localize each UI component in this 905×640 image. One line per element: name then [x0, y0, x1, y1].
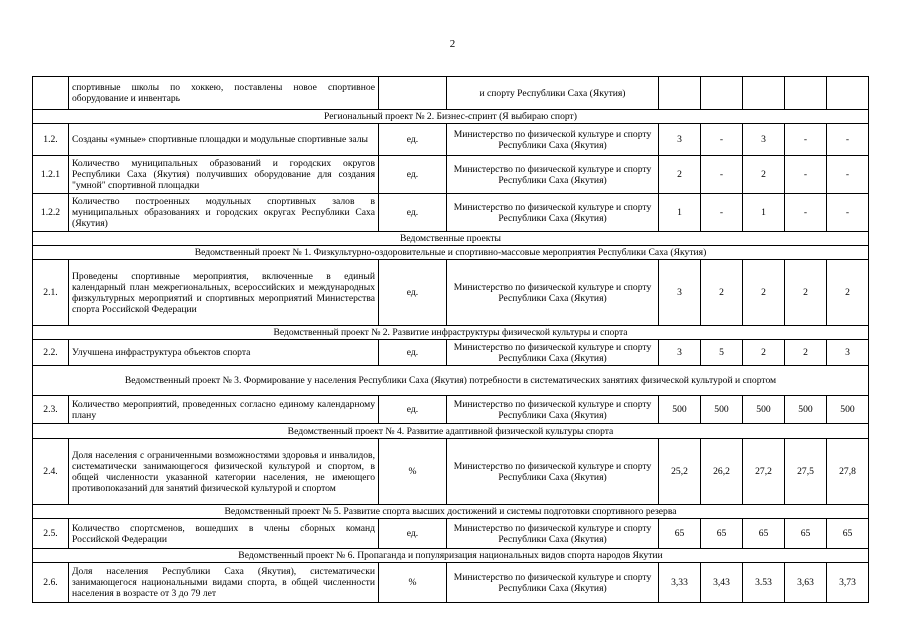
unit-cell: ед. [379, 396, 447, 424]
value-cell: - [701, 156, 743, 194]
value-cell: - [701, 124, 743, 156]
section-row [33, 424, 869, 439]
indicator-description: Количество спортсменов, вошедших в члены сборных команд Российской Федерации [69, 519, 379, 549]
value-cell: 2 [701, 260, 743, 326]
value-cell: 26,2 [701, 439, 743, 505]
responsible-cell: Министерство по физической культуре и спорту Республики Саха (Якутия) [447, 563, 659, 603]
row-number: 2.5. [33, 519, 69, 549]
table-row [33, 77, 869, 110]
value-cell: 1 [659, 194, 701, 232]
unit-cell: ед. [379, 519, 447, 549]
section-title: Региональный проект № 2. Бизнес-спринт (Я выбираю спорт) [33, 110, 869, 124]
value-cell: 3,73 [827, 563, 869, 603]
value-cell: 500 [827, 396, 869, 424]
unit-cell: ед. [379, 260, 447, 326]
row-number: 1.2.1 [33, 156, 69, 194]
responsible-cell: Министерство по физической культуре и спорту Республики Саха (Якутия) [447, 156, 659, 194]
value-cell: 500 [659, 396, 701, 424]
section-title: Ведомственный проект № 5. Развитие спорта высших достижений и системы подготовки спортивного резерва [33, 505, 869, 519]
row-number: 2.2. [33, 340, 69, 366]
responsible-cell: Министерство по физической культуре и спорту Республики Саха (Якутия) [447, 519, 659, 549]
responsible-cell: и спорту Республики Саха (Якутия) [447, 77, 659, 110]
value-cell: - [701, 194, 743, 232]
table-row [33, 340, 869, 366]
section-title: Ведомственный проект № 4. Развитие адаптивной физической культуры спорта [33, 424, 869, 439]
section-row [33, 110, 869, 124]
value-cell: - [785, 156, 827, 194]
section-row [33, 366, 869, 396]
value-cell: 3 [743, 124, 785, 156]
responsible-cell: Министерство по физической культуре и спорту Республики Саха (Якутия) [447, 439, 659, 505]
section-row [33, 326, 869, 340]
value-cell: 500 [785, 396, 827, 424]
value-cell: 27,2 [743, 439, 785, 505]
value-cell [659, 77, 701, 110]
indicator-description: спортивные школы по хоккею, поставлены новое спортивное оборудование и инвентарь [69, 77, 379, 110]
section-title: Ведомственный проект № 2. Развитие инфраструктуры физической культуры и спорта [33, 326, 869, 340]
indicator-description: Созданы «умные» спортивные площадки и модульные спортивные залы [69, 124, 379, 156]
value-cell: - [827, 194, 869, 232]
value-cell: 2 [785, 260, 827, 326]
value-cell: 27,8 [827, 439, 869, 505]
indicator-description: Количество муниципальных образований и городских округов Республики Саха (Якутия) получивших оборудование для создания "умной" спортивной площадки [69, 156, 379, 194]
section-row [33, 549, 869, 563]
value-cell: 25,2 [659, 439, 701, 505]
responsible-cell: Министерство по физической культуре и спорту Республики Саха (Якутия) [447, 124, 659, 156]
indicator-description: Доля населения Республики Саха (Якутия), систематически занимающегося национальными видами спорта, в общей численности населения в возрасте от 3 до 79 лет [69, 563, 379, 603]
indicator-description: Улучшена инфраструктура объектов спорта [69, 340, 379, 366]
indicator-description: Проведены спортивные мероприятия, включенные в единый календарный план межрегиональных, всероссийских и международных физкультурных мероприятий и спортивных мероприятий Министерства спорта Российской Федерации [69, 260, 379, 326]
value-cell: 65 [743, 519, 785, 549]
value-cell: 65 [827, 519, 869, 549]
value-cell: 1 [743, 194, 785, 232]
table-row [33, 260, 869, 326]
value-cell: 65 [785, 519, 827, 549]
value-cell: 3 [659, 124, 701, 156]
value-cell [743, 77, 785, 110]
table-row [33, 124, 869, 156]
section-row [33, 232, 869, 246]
page-number: 2 [449, 38, 456, 50]
value-cell [785, 77, 827, 110]
value-cell: 3.53 [743, 563, 785, 603]
section-title: Ведомственные проекты [33, 232, 869, 246]
value-cell: 3 [827, 340, 869, 366]
indicator-description: Количество мероприятий, проведенных согласно единому календарному плану [69, 396, 379, 424]
section-title: Ведомственный проект № 1. Физкультурно-оздоровительные и спортивно-массовые мероприятия Республики Саха (Якутия) [33, 246, 869, 260]
row-number: 2.1. [33, 260, 69, 326]
responsible-cell: Министерство по физической культуре и спорту Республики Саха (Якутия) [447, 260, 659, 326]
value-cell: 3,33 [659, 563, 701, 603]
indicator-description: Количество построенных модульных спортивных залов в муниципальных образованиях и городских округах Республики Саха (Якутия) [69, 194, 379, 232]
value-cell: 3,43 [701, 563, 743, 603]
section-title: Ведомственный проект № 3. Формирование у населения Республики Саха (Якутия) потребности в систематических занятиях физической культурой и спортом [33, 366, 869, 396]
responsible-cell: Министерство по физической культуре и спорту Республики Саха (Якутия) [447, 340, 659, 366]
value-cell: - [785, 194, 827, 232]
value-cell: 2 [743, 340, 785, 366]
unit-cell: ед. [379, 124, 447, 156]
value-cell: - [785, 124, 827, 156]
unit-cell: % [379, 563, 447, 603]
value-cell: 5 [701, 340, 743, 366]
value-cell: 500 [701, 396, 743, 424]
table-row [33, 396, 869, 424]
indicator-description: Доля населения с ограниченными возможностями здоровья и инвалидов, систематически занимающегося физической культурой и спортом, в общей численности указанной категории населения, не имеющего противопоказаний для занятий физической культурой и спортом [69, 439, 379, 505]
value-cell: 65 [659, 519, 701, 549]
table-row [33, 156, 869, 194]
row-number: 2.3. [33, 396, 69, 424]
row-number [33, 77, 69, 110]
value-cell: 3 [659, 260, 701, 326]
unit-cell: ед. [379, 194, 447, 232]
value-cell: 2 [785, 340, 827, 366]
value-cell: 2 [743, 156, 785, 194]
value-cell: 3 [659, 340, 701, 366]
value-cell: 500 [743, 396, 785, 424]
row-number: 1.2.2 [33, 194, 69, 232]
responsible-cell: Министерство по физической культуре и спорту Республики Саха (Якутия) [447, 194, 659, 232]
value-cell: 2 [743, 260, 785, 326]
row-number: 2.4. [33, 439, 69, 505]
table-row [33, 439, 869, 505]
value-cell [701, 77, 743, 110]
row-number: 1.2. [33, 124, 69, 156]
value-cell: 2 [659, 156, 701, 194]
unit-cell: % [379, 439, 447, 505]
value-cell: 27,5 [785, 439, 827, 505]
unit-cell: ед. [379, 156, 447, 194]
section-row [33, 246, 869, 260]
indicators-table [32, 76, 869, 603]
value-cell: 2 [827, 260, 869, 326]
unit-cell: ед. [379, 340, 447, 366]
value-cell: - [827, 124, 869, 156]
value-cell: 65 [701, 519, 743, 549]
value-cell [827, 77, 869, 110]
responsible-cell: Министерство по физической культуре и спорту Республики Саха (Якутия) [447, 396, 659, 424]
unit-cell [379, 77, 447, 110]
table-row [33, 563, 869, 603]
table-row [33, 519, 869, 549]
section-title: Ведомственный проект № 6. Пропаганда и популяризация национальных видов спорта народов Якутии [33, 549, 869, 563]
table-row [33, 194, 869, 232]
value-cell: - [827, 156, 869, 194]
section-row [33, 505, 869, 519]
row-number: 2.6. [33, 563, 69, 603]
value-cell: 3,63 [785, 563, 827, 603]
